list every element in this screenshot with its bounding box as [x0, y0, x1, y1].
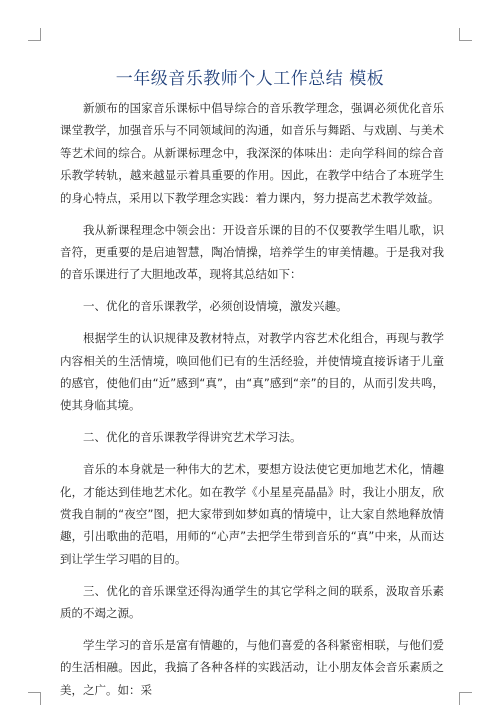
- paragraph-section-1: 根据学生的认识规律及教材特点，对教学内容艺术化组合，再现与教学内容相关的生活情境，唤回他们已有的生活经验，并使情境直接诉诸于儿童的感官，使他们由“近”感到“真”，由“真”感到“亲”的目的，从而引发共鸣，使其身临其境。: [60, 331, 444, 413]
- paragraph-reform: 我从新课程理念中领会出：开设音乐课的目的不仅要教学生唱儿歌，识音符，更重要的是启迪智慧，陶冶情操，培养学生的审美情趣。于是我对我的音乐课进行了大胆地改革，现将其总结如下：: [60, 222, 444, 282]
- paragraph-intro: 新颁布的国家音乐课标中倡导综合的音乐教学理念，强调必须优化音乐课堂教学，加强音乐与不同领域间的沟通，如音乐与舞蹈、与戏剧、与美术等艺术间的综合。从新课标理念中，我深深的体味出：走向学科间的综合音乐教学转轨，越来越显示着具重要的作用。因此，在教学中结合了本班学生的身心特点，采用以下教学理念实践：着力课内，努力提高艺术教学效益。: [60, 101, 444, 205]
- crop-mark-top-right: [459, 28, 472, 41]
- crop-mark-bottom-left: [28, 692, 41, 705]
- crop-mark-top-left: [28, 28, 41, 41]
- heading-section-3: 三、优化的音乐课堂还得沟通学生的其它学科之间的联系，汲取音乐素质的不竭之源。: [60, 583, 444, 621]
- heading-section-2: 二、优化的音乐课教学得讲究艺术学习法。: [83, 430, 302, 445]
- crop-mark-bottom-right: [459, 692, 472, 705]
- document-body: [60, 97, 444, 701]
- paragraph-section-3: 学生学习的音乐是富有情趣的，与他们喜爱的各科紧密相联，与他们爱的生活相融。因此，我搞了各种各样的实践活动，让小朋友体会音乐素质之美，之广。如：采: [60, 638, 444, 697]
- document-title: 一年级音乐教师个人工作总结 模板: [115, 69, 385, 89]
- heading-section-1: 一、优化的音乐课教学，必须创设情境，激发兴趣。: [83, 299, 348, 314]
- paragraph-section-2: 音乐的本身就是一种伟大的艺术，要想方设法使它更加地艺术化，情趣化，才能达到佳地艺术化。如在教学《小星星亮晶晶》时，我让小朋友，欣赏我自制的“夜空”图，把大家带到如梦如真的情境中，让大家自然地释放情趣，引出歌曲的范唱，用师的“心声”去把学生带到音乐的“真”中来，从而达到让学生学习唱的目的。: [60, 462, 444, 566]
